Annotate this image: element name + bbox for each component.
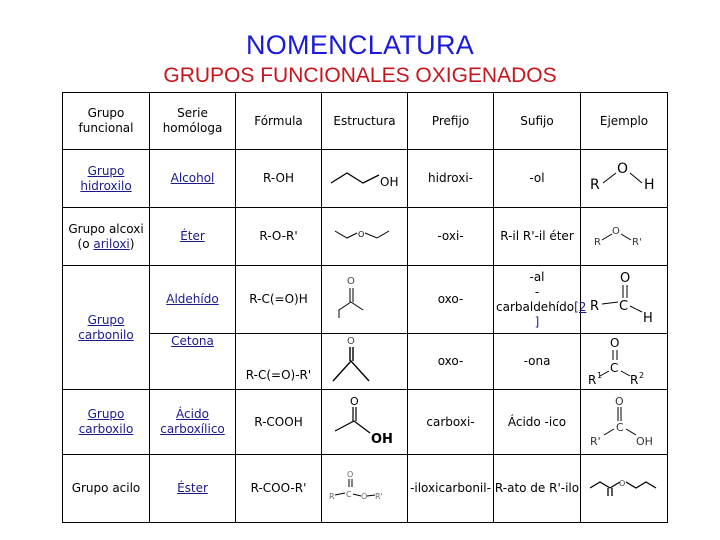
header-prefix: Prefijo	[408, 93, 494, 150]
ester-o-label: O	[360, 491, 367, 501]
acid-o-label: O	[349, 395, 359, 408]
aldehyde-example-o: O	[620, 270, 631, 286]
formula-cetona: R-C(=O)-R'	[236, 334, 322, 390]
table-row	[63, 390, 668, 455]
ether-example-o: O	[612, 225, 620, 237]
prefix-aldehido: oxo-	[408, 266, 494, 334]
suffix-aldehido-carbaldehido: carbaldehído	[496, 299, 575, 314]
suffix-aldehido-ref-link[interactable]: [2	[574, 299, 587, 314]
table-row	[63, 455, 668, 523]
ketone-example-r2: R	[630, 372, 639, 387]
ether-o-label: O	[357, 229, 364, 239]
table-row	[63, 266, 668, 334]
series-alcohol-link[interactable]: Alcohol	[170, 171, 215, 185]
ketone-example-sup2: 2	[639, 370, 645, 380]
aldehyde-example-h: H	[643, 310, 653, 326]
header-suffix: Sufijo	[494, 93, 581, 150]
page-subtitle: GRUPOS FUNCIONALES OXIGENADOS	[163, 64, 557, 87]
suffix-aldehido-al: -al	[529, 269, 545, 284]
ketone-example-c: C	[610, 360, 619, 375]
header-structure: Estructura	[322, 93, 408, 150]
ether-example-r-prime: R'	[632, 236, 642, 248]
header-formula: Fórmula	[236, 93, 322, 150]
group-carbonilo-link[interactable]: Grupo carbonilo	[78, 312, 134, 342]
suffix-aldehido-dash: -	[534, 284, 540, 299]
ester-o-top: O	[346, 469, 353, 479]
series-acido-link[interactable]: Ácido carboxílico	[160, 407, 225, 436]
series-eter-link[interactable]: Éter	[180, 229, 205, 243]
ether-example-icon	[584, 215, 664, 255]
ester-example-icon	[584, 462, 664, 512]
group-acilo: Grupo acilo	[63, 455, 150, 523]
header-example: Ejemplo	[581, 93, 668, 150]
example-o-label: O	[617, 160, 629, 177]
ketone-o-label: O	[346, 335, 355, 347]
alcohol-example-icon	[584, 157, 664, 197]
formula-aldehido: R-C(=O)H	[236, 266, 322, 334]
series-cetona-link[interactable]: Cetona	[171, 334, 214, 348]
header-series: Serie homóloga	[150, 93, 236, 150]
ester-example-o: O	[619, 478, 626, 488]
suffix-cetona: -ona	[494, 334, 581, 390]
group-alcoxi-label: Grupo alcoxi	[68, 221, 144, 236]
acid-example-oh: OH	[636, 435, 653, 448]
prefix-alcohol: hidroxi-	[408, 150, 494, 208]
group-hidroxilo-link[interactable]: Grupo hidroxilo	[80, 163, 132, 193]
aldehyde-example-c: C	[619, 298, 629, 314]
formula-alcohol: R-OH	[236, 150, 322, 208]
ester-c-label: C	[345, 489, 352, 499]
prefix-ester: -iloxicarbonil-	[408, 455, 494, 523]
series-ester-link[interactable]: Éster	[177, 481, 208, 495]
table-row	[63, 334, 668, 390]
ketone-example-sup1: 1	[597, 370, 603, 380]
table-row	[63, 150, 668, 208]
page-title: NOMENCLATURA	[245, 30, 475, 60]
suffix-acido: Ácido -ico	[494, 390, 581, 455]
acid-example-r-prime: R'	[590, 435, 601, 448]
suffix-alcohol: -ol	[494, 150, 581, 208]
table-row	[63, 208, 668, 266]
table-header-row	[63, 93, 668, 150]
header-group: Grupo funcional	[63, 93, 150, 150]
group-alcoxi-close: )	[129, 236, 135, 251]
carboxylic-acid-structure-icon	[325, 391, 405, 449]
group-carboxilo-link[interactable]: Grupo carboxilo	[78, 407, 134, 436]
group-ariloxi-link[interactable]: ariloxi	[93, 236, 130, 251]
alcohol-structure-icon	[325, 157, 405, 197]
series-aldehido-link[interactable]: Aldehído	[166, 292, 219, 306]
functional-groups-table	[62, 92, 668, 523]
ester-r-prime-label: R'	[374, 491, 383, 501]
group-alcoxi-o: (o	[77, 236, 90, 251]
ester-r-label: R	[328, 491, 335, 501]
example-h-label: H	[644, 176, 655, 193]
prefix-cetona: oxo-	[408, 334, 494, 390]
acid-oh-label: OH	[370, 432, 393, 447]
prefix-acido: carboxi-	[408, 390, 494, 455]
formula-ester: R-COO-R'	[236, 455, 322, 523]
aldehyde-o-label: O	[346, 275, 355, 287]
acid-example-c: C	[616, 421, 624, 434]
aldehyde-structure-icon	[325, 268, 405, 328]
ketone-example-r1: R	[588, 372, 597, 387]
aldehyde-example-icon	[584, 268, 664, 328]
ketone-example-icon	[584, 335, 664, 385]
ketone-example-o: O	[610, 335, 620, 350]
example-r-label: R	[590, 176, 600, 193]
ether-structure-icon	[325, 215, 405, 255]
suffix-ester: R-ato de R'-ilo	[494, 455, 581, 523]
ketone-structure-icon	[325, 335, 405, 385]
ester-structure-icon	[325, 457, 405, 517]
prefix-eter: -oxi-	[408, 208, 494, 266]
acid-example-o: O	[615, 395, 624, 408]
acid-example-icon	[584, 391, 664, 449]
suffix-eter: R-il R'-il éter	[494, 208, 581, 266]
structure-oh-label: OH	[379, 174, 398, 189]
aldehyde-example-r: R	[590, 298, 600, 314]
formula-acido: R-COOH	[236, 390, 322, 455]
ether-example-r: R	[594, 236, 601, 248]
suffix-aldehido-ref-close[interactable]: ]	[534, 314, 540, 329]
formula-eter: R-O-R'	[236, 208, 322, 266]
